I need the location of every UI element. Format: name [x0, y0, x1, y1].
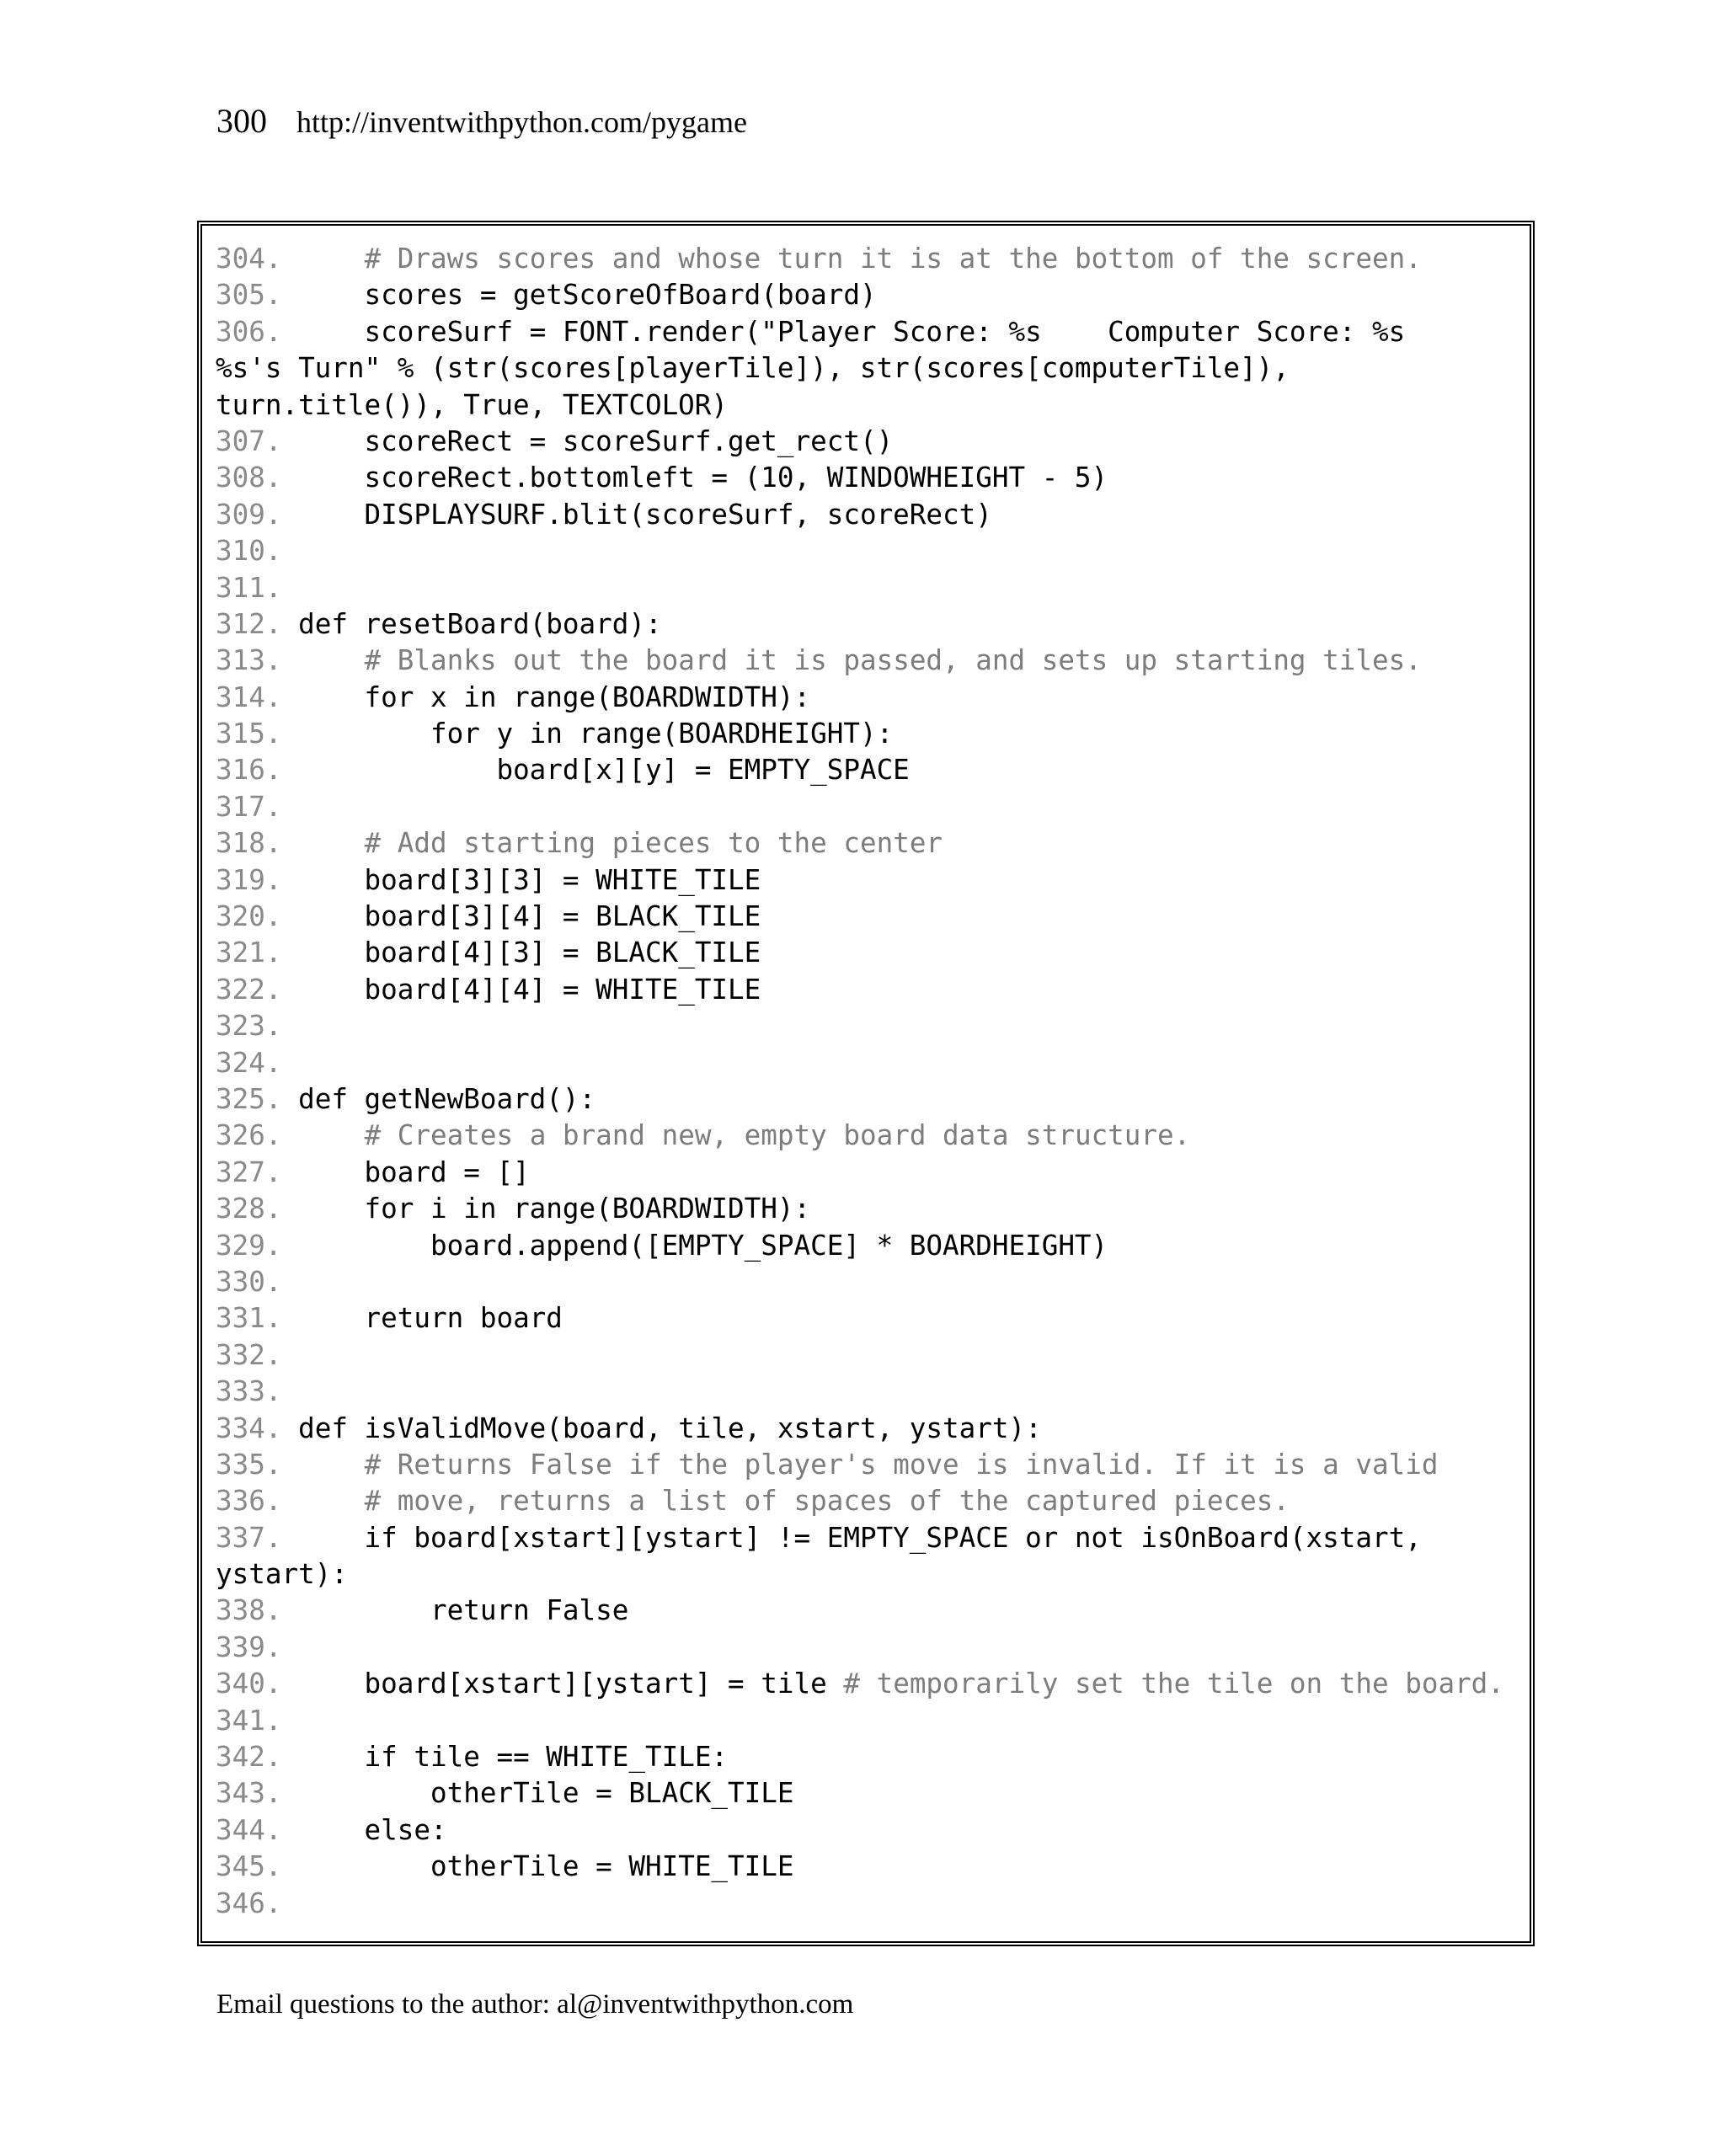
code-text: return False	[298, 1594, 629, 1627]
code-text: board[x][y] = EMPTY_SPACE	[298, 754, 910, 787]
code-text: def resetBoard(board):	[298, 607, 662, 640]
code-line	[216, 1630, 1504, 1666]
line-number: 338.	[216, 1594, 282, 1627]
code-line	[216, 1155, 1504, 1191]
code-line	[216, 789, 1504, 825]
code-line	[216, 716, 1504, 752]
code-text	[298, 1119, 364, 1151]
line-number: 314.	[216, 680, 282, 713]
line-number: 337.	[216, 1521, 282, 1554]
code-comment: # temporarily set the tile on the board.	[843, 1668, 1504, 1700]
line-number: 333.	[216, 1375, 282, 1408]
code-text: for x in range(BOARDWIDTH):	[298, 680, 811, 713]
code-text	[298, 644, 364, 676]
line-number: 311.	[216, 571, 282, 604]
line-number: 307.	[216, 424, 282, 457]
code-text: def getNewBoard():	[298, 1082, 596, 1115]
code-text: %s's Turn" % (str(scores[playerTile]), str(scores[computerTile]),	[216, 352, 1290, 385]
code-line	[216, 1739, 1504, 1775]
line-number: 315.	[216, 718, 282, 750]
line-number: 340.	[216, 1668, 282, 1700]
code-line	[216, 277, 1504, 313]
code-text	[298, 827, 364, 859]
code-text: board[4][4] = WHITE_TILE	[298, 973, 761, 1006]
line-number: 313.	[216, 644, 282, 677]
line-number: 336.	[216, 1485, 282, 1518]
code-line	[216, 1191, 1504, 1227]
code-text: if board[xstart][ystart] != EMPTY_SPACE or not isOnBoard(xstart,	[298, 1521, 1422, 1554]
code-text: otherTile = BLACK_TILE	[298, 1777, 794, 1810]
line-number: 346.	[216, 1886, 282, 1919]
code-text: board[4][3] = BLACK_TILE	[298, 937, 761, 969]
code-text: ystart):	[216, 1558, 348, 1591]
code-line	[216, 497, 1504, 533]
code-line	[216, 1886, 1504, 1922]
line-number: 327.	[216, 1155, 282, 1188]
code-comment: # Draws scores and whose turn it is at the bottom of the screen.	[364, 243, 1422, 275]
code-text: board = []	[298, 1155, 530, 1188]
line-number: 345.	[216, 1850, 282, 1883]
page-header	[216, 101, 747, 141]
line-number: 305.	[216, 279, 282, 312]
code-text: def isValidMove(board, tile, xstart, ystart):	[298, 1412, 1042, 1444]
code-line	[216, 1411, 1504, 1447]
line-number: 321.	[216, 937, 282, 969]
line-number: 308.	[216, 462, 282, 494]
code-line	[216, 460, 1504, 496]
line-number: 323.	[216, 1010, 282, 1043]
line-number: 339.	[216, 1630, 282, 1663]
code-text	[298, 243, 364, 275]
line-number: 331.	[216, 1302, 282, 1335]
code-line	[216, 1045, 1504, 1081]
code-line	[216, 1300, 1504, 1337]
line-number: 342.	[216, 1741, 282, 1774]
code-line	[216, 387, 1504, 424]
line-number: 320.	[216, 900, 282, 933]
code-line	[216, 972, 1504, 1008]
code-line	[216, 1337, 1504, 1374]
code-line	[216, 1081, 1504, 1118]
code-text: DISPLAYSURF.blit(scoreSurf, scoreRect)	[298, 498, 992, 531]
code-line	[216, 1775, 1504, 1812]
code-line	[216, 935, 1504, 971]
line-number: 306.	[216, 315, 282, 348]
line-number: 318.	[216, 827, 282, 860]
line-number: 324.	[216, 1046, 282, 1079]
line-number: 316.	[216, 754, 282, 787]
code-text: otherTile = WHITE_TILE	[298, 1850, 794, 1883]
line-number: 325.	[216, 1082, 282, 1115]
page-number: 300	[216, 102, 267, 140]
code-line	[216, 643, 1504, 679]
code-text: board[3][3] = WHITE_TILE	[298, 863, 761, 896]
code-line	[216, 241, 1504, 277]
code-text: scores = getScoreOfBoard(board)	[298, 279, 877, 312]
code-comment: # Returns False if the player's move is invalid. If it is a valid	[364, 1448, 1439, 1481]
code-line	[216, 680, 1504, 716]
line-number: 312.	[216, 607, 282, 640]
code-comment: # Blanks out the board it is passed, and sets up starting tiles.	[364, 644, 1422, 677]
code-text: scoreSurf = FONT.render("Player Score: %s Computer Score: %s	[298, 315, 1406, 348]
code-comment: # Add starting pieces to the center	[364, 827, 943, 860]
code-text: for y in range(BOARDHEIGHT):	[298, 718, 894, 750]
code-line	[216, 752, 1504, 788]
line-number: 330.	[216, 1265, 282, 1298]
code-text: board.append([EMPTY_SPACE] * BOARDHEIGHT)	[298, 1229, 1108, 1262]
code-listing	[216, 241, 1504, 1922]
line-number: 329.	[216, 1229, 282, 1262]
line-number: 334.	[216, 1412, 282, 1444]
code-text: if tile == WHITE_TILE:	[298, 1741, 729, 1774]
code-line	[216, 1118, 1504, 1154]
line-number: 309.	[216, 498, 282, 531]
code-line	[216, 1812, 1504, 1849]
code-text: scoreRect.bottomleft = (10, WINDOWHEIGHT - 5)	[298, 462, 1108, 494]
code-line	[216, 1447, 1504, 1483]
line-number: 304.	[216, 243, 282, 275]
code-line	[216, 1666, 1504, 1702]
page-url: http://inventwithpython.com/pygame	[296, 105, 747, 139]
code-line	[216, 1520, 1504, 1556]
code-line	[216, 825, 1504, 862]
code-line	[216, 1593, 1504, 1629]
code-text: board[xstart][ystart] = tile	[298, 1668, 844, 1700]
line-number: 335.	[216, 1448, 282, 1481]
code-line	[216, 533, 1504, 569]
code-line	[216, 424, 1504, 460]
code-line	[216, 1264, 1504, 1300]
code-line	[216, 1556, 1504, 1593]
line-number: 341.	[216, 1704, 282, 1737]
line-number: 332.	[216, 1338, 282, 1371]
code-line	[216, 1374, 1504, 1410]
code-line	[216, 1703, 1504, 1739]
code-line	[216, 862, 1504, 899]
code-text	[298, 1449, 364, 1481]
code-text: return board	[298, 1302, 563, 1335]
code-text: board[3][4] = BLACK_TILE	[298, 900, 761, 933]
page-footer: Email questions to the author: al@inventwithpython.com	[216, 1989, 854, 2020]
code-line	[216, 1228, 1504, 1264]
line-number: 328.	[216, 1193, 282, 1225]
line-number: 310.	[216, 535, 282, 568]
code-line	[216, 570, 1504, 606]
code-text: turn.title()), True, TEXTCOLOR)	[216, 388, 729, 421]
code-text: else:	[298, 1813, 447, 1846]
line-number: 322.	[216, 973, 282, 1006]
code-line	[216, 314, 1504, 350]
code-text	[298, 1485, 364, 1517]
line-number: 326.	[216, 1119, 282, 1152]
code-comment: # Creates a brand new, empty board data structure.	[364, 1119, 1191, 1152]
code-comment: # move, returns a list of spaces of the captured pieces.	[364, 1485, 1290, 1518]
line-number: 319.	[216, 863, 282, 896]
code-line	[216, 1483, 1504, 1519]
line-number: 343.	[216, 1777, 282, 1810]
code-line	[216, 606, 1504, 643]
code-text: for i in range(BOARDWIDTH):	[298, 1193, 811, 1225]
code-line	[216, 899, 1504, 935]
code-text: scoreRect = scoreSurf.get_rect()	[298, 424, 894, 457]
code-line	[216, 1849, 1504, 1885]
line-number: 344.	[216, 1813, 282, 1846]
line-number: 317.	[216, 790, 282, 823]
code-line	[216, 1008, 1504, 1044]
code-line	[216, 350, 1504, 387]
